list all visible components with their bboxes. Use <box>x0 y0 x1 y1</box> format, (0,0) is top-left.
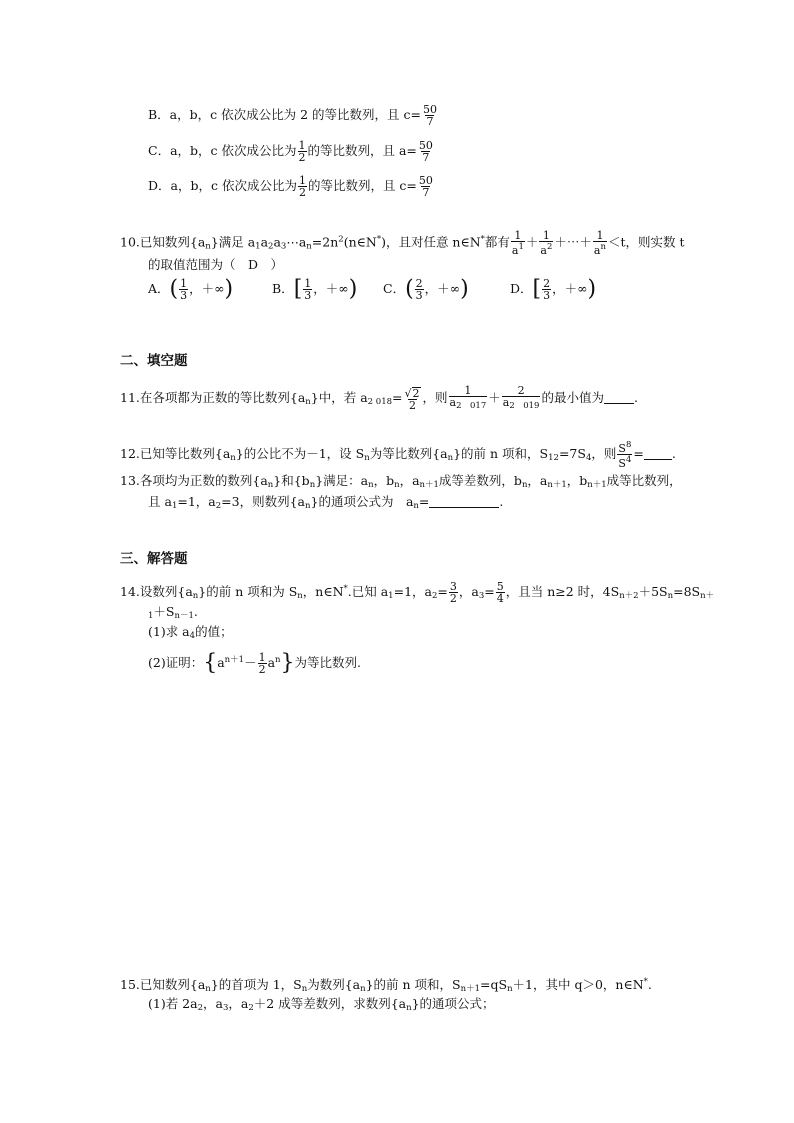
q9-option-d: D．a，b，c 依次成公比为 $\frac{1}{2}$ 的等比数列，且 c= $\frac{50}{7}$ <box>148 174 433 199</box>
q14-part1: (1)求 $a_4$的值； <box>148 624 233 641</box>
q13-line2: 且 $a_1=1$，$a_2=3$，则数列$\{a_n\}$的通项公式为 $a_n=$ . <box>148 494 504 511</box>
q15-line2: (1)若 $2a_2$，$a_3$，$a_2+2$ 成等差数列，求数列$\{a_n\}$的通项公式； <box>148 996 495 1013</box>
q12-stem: 12.已知等比数列$\{a_n\}$的公比不为－1，设 $S_n$为等比数列$\{a_n\}$的前 n 项和，$S_{12}=7S_4$，则 $\frac{S^8}{S^4}$ = . <box>120 440 676 470</box>
q15-line1: 15.已知数列$\{a_n\}$的首项为 1，$S_n$为数列$\{a_n\}$的前 n 项和，$S_{n+1}=qS_n+1$，其中 q＞0，n∈N*. <box>120 977 652 994</box>
answer-blank[interactable] <box>429 507 499 508</box>
q14-line1: 14.设数列$\{a_n\}$的前 n 项和为 $S_n$，n∈N*.已知 $a_1=1$，$a_2=$ $\frac{3}{2}$ ，$a_3=$ $\frac{5}{4}$ ，且当 n≥2 时，$4S_{n+2}+5S_n=8S_{n+}$ <box>120 580 715 605</box>
answer-blank[interactable] <box>644 459 672 460</box>
q10-line2: 的取值范围为（ D ） <box>148 257 284 272</box>
q14-part2: (2)证明：{$a^{n+1}-$ $\frac{1}{2}$ $a^n$}为等比数列. <box>148 650 361 676</box>
q10-option-c: C．( $\frac{2}{3}$ ，＋∞) <box>383 276 469 302</box>
q10-option-a: A．( $\frac{1}{3}$ ，＋∞) <box>148 276 234 302</box>
answer-blank[interactable] <box>604 403 634 404</box>
q10-option-b: B．[ $\frac{1}{3}$ ，＋∞) <box>272 276 358 302</box>
q11-stem: 11.在各项都为正数的等比数列$\{a_n\}$中，若 $a_{2 018}=$ $\frac{√2}{2}$ ，则 $\frac{1}{a_{2 017}}$ ＋ $\frac{2}{a_{2 019}}$ 的最小值为 . <box>120 384 638 412</box>
section-title-fill-blank: 二、填空题 <box>120 353 188 369</box>
fraction: $\frac{50}{7}$ <box>422 103 437 128</box>
q13-line1: 13.各项均为正数的数列$\{a_n\}$和$\{b_n\}$满足：$a_n$，$b_n$，$a_{n+1}$成等差数列，$b_n$，$a_{n+1}$，$b_{n+1}$成等比数列， <box>120 473 682 490</box>
fraction: $\frac{1}{2}$ <box>298 139 306 164</box>
section-title-answer: 三、解答题 <box>120 551 188 567</box>
q10-stem: 10.已知数列$\{a_n\}$满足 $a_1a_2a_3\cdots a_n=2n^2(n\in N^*)$，且对任意 n∈N*都有 $\frac{1}{a^1}$ ＋ $\frac{1}{a^2}$ ＋⋯＋ $\frac{1}{a^n}$ ＜t，则实数 t <box>120 229 685 257</box>
option-text: B．a，b，c 依次成公比为 2 的等比数列，且 c= <box>148 107 421 122</box>
fraction: $\frac{1}{2}$ <box>298 174 306 199</box>
q9-option-c: C．a，b，c 依次成公比为 $\frac{1}{2}$ 的等比数列，且 a= $\frac{50}{7}$ <box>148 139 433 164</box>
q9-option-b <box>148 104 439 127</box>
q10-option-d: D．[ $\frac{2}{3}$ ，＋∞) <box>510 276 597 302</box>
q14-line2: $_1+S_{n-1}$. <box>148 604 198 621</box>
